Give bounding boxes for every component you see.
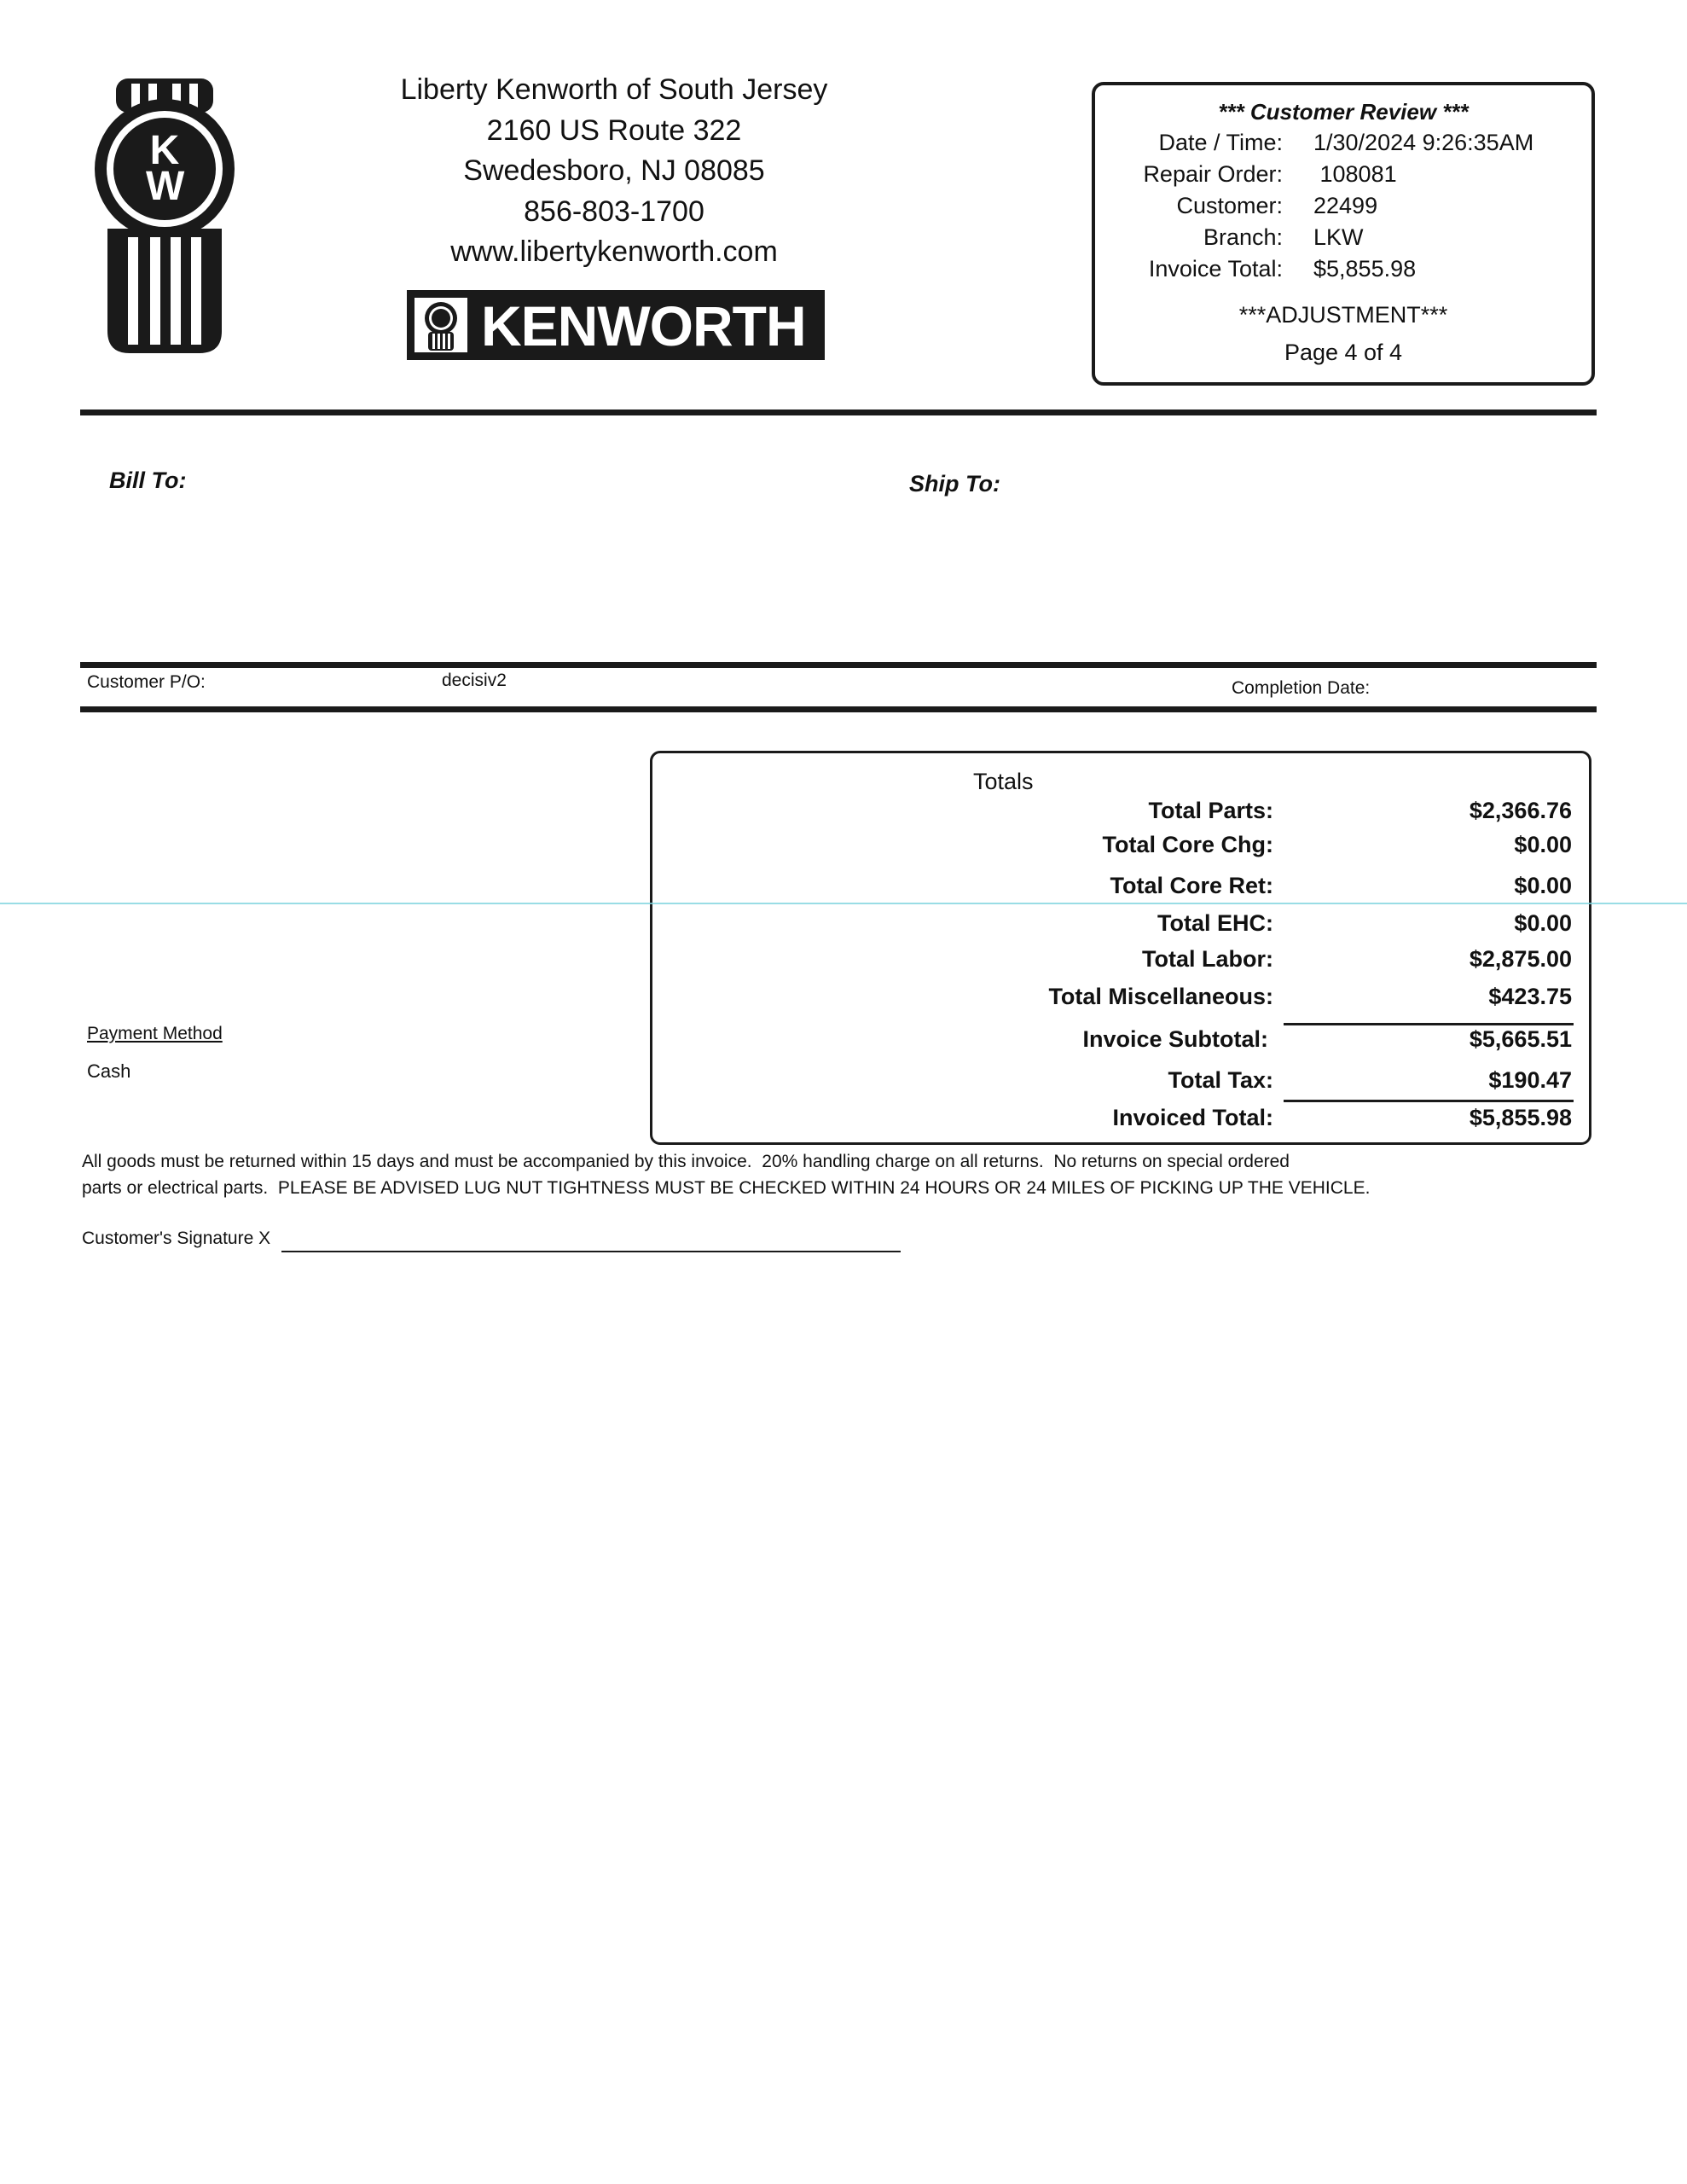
totals-label: Invoice Subtotal:: [1082, 1026, 1268, 1052]
totals-label: Total Labor:: [1142, 946, 1273, 972]
review-row-repair-order: [1095, 161, 1591, 194]
totals-row-miscellaneous: [652, 984, 1589, 1018]
review-value: 22499: [1313, 193, 1378, 218]
review-value: 1/30/2024 9:26:35AM: [1313, 130, 1534, 155]
totals-value: $423.75: [1488, 984, 1572, 1009]
payment-method-label: Payment Method: [87, 1024, 223, 1043]
bill-to-label: Bill To:: [109, 468, 187, 493]
totals-title: Totals: [973, 769, 1034, 794]
scan-artifact-line: [0, 903, 1687, 904]
totals-row-labor: [652, 946, 1589, 980]
review-label: Branch:: [1203, 224, 1283, 250]
totals-label: Total Core Chg:: [1102, 832, 1273, 857]
totals-value: $5,665.51: [1469, 1026, 1572, 1052]
wordmark-emblem-icon: [415, 298, 467, 352]
return-policy-terms: [82, 1148, 1532, 1201]
signature-label: Customer's Signature X: [82, 1228, 271, 1248]
subtotal-rule: [1284, 1023, 1574, 1025]
review-row-customer: [1095, 193, 1591, 225]
dealer-phone: 856-803-1700: [524, 195, 704, 228]
totals-row-core-ret: [652, 873, 1589, 907]
totals-label: Total Miscellaneous:: [1048, 984, 1273, 1009]
emblem-letters-text: KW: [146, 128, 185, 209]
dealer-name: Liberty Kenworth of South Jersey: [400, 73, 828, 106]
completion-date-label: Completion Date:: [1232, 678, 1371, 698]
totals-value: $2,366.76: [1469, 798, 1572, 823]
review-title: *** Customer Review ***: [1218, 99, 1469, 125]
dealer-city: Swedesboro, NJ 08085: [463, 154, 765, 187]
dealer-address-block: [324, 70, 904, 273]
totals-label: Invoiced Total:: [1112, 1105, 1273, 1130]
dealer-website: www.libertykenworth.com: [450, 235, 778, 268]
total-rule: [1284, 1100, 1574, 1102]
review-label: Repair Order:: [1143, 161, 1283, 187]
address-divider: [80, 662, 1597, 668]
emblem-letters: [135, 128, 194, 209]
ship-to-label: Ship To:: [909, 471, 1000, 497]
review-row-branch: [1095, 224, 1591, 257]
review-label: Customer:: [1176, 193, 1283, 218]
wordmark-text: KENWORTH: [481, 294, 806, 357]
totals-row-parts: [652, 798, 1589, 832]
totals-label: Total Parts:: [1148, 798, 1273, 823]
totals-value: $190.47: [1488, 1067, 1572, 1093]
totals-row-ehc: [652, 910, 1589, 944]
customer-review-box: [1092, 82, 1595, 386]
signature-line: [281, 1251, 901, 1252]
totals-value: $0.00: [1514, 832, 1572, 857]
totals-value: $5,855.98: [1469, 1105, 1572, 1130]
totals-label: Total EHC:: [1157, 910, 1273, 936]
adjustment-notice: ***ADJUSTMENT***: [1238, 302, 1448, 328]
review-label: Date / Time:: [1158, 130, 1283, 155]
totals-value: $0.00: [1514, 873, 1572, 898]
totals-row-subtotal: [652, 1026, 1589, 1060]
terms-line-2: parts or electrical parts. PLEASE BE ADVISED LUG NUT TIGHTNESS MUST BE CHECKED WITHIN 24 HOURS OR 24 MILES OF PICKING UP THE VEHICLE.: [82, 1178, 1371, 1198]
review-label: Invoice Total:: [1148, 256, 1283, 282]
customer-po-label: Customer P/O:: [87, 672, 206, 692]
totals-label: Total Tax:: [1168, 1067, 1273, 1093]
page-number: Page 4 of 4: [1284, 340, 1403, 365]
review-value: LKW: [1313, 224, 1364, 250]
header-divider: [80, 410, 1597, 415]
totals-row-tax: [652, 1067, 1589, 1101]
kenworth-emblem-logo: [84, 75, 246, 357]
totals-row-invoiced-total: [652, 1105, 1589, 1139]
kenworth-wordmark-logo: [407, 290, 825, 360]
review-value: 108081: [1313, 161, 1397, 187]
totals-row-core-chg: [652, 832, 1589, 866]
totals-value: $0.00: [1514, 910, 1572, 936]
po-divider: [80, 706, 1597, 712]
totals-label: Total Core Ret:: [1110, 873, 1273, 898]
review-value: $5,855.98: [1313, 256, 1417, 282]
totals-value: $2,875.00: [1469, 946, 1572, 972]
customer-po-value: decisiv2: [442, 671, 507, 690]
payment-method-value: Cash: [87, 1060, 131, 1082]
review-row-date-time: [1095, 130, 1591, 162]
review-row-invoice-total: [1095, 256, 1591, 288]
dealer-street: 2160 US Route 322: [486, 113, 742, 147]
totals-box: [650, 751, 1591, 1145]
terms-line-1: All goods must be returned within 15 days and must be accompanied by this invoice. 20% handling charge on all returns. No returns on special ordered: [82, 1152, 1290, 1171]
